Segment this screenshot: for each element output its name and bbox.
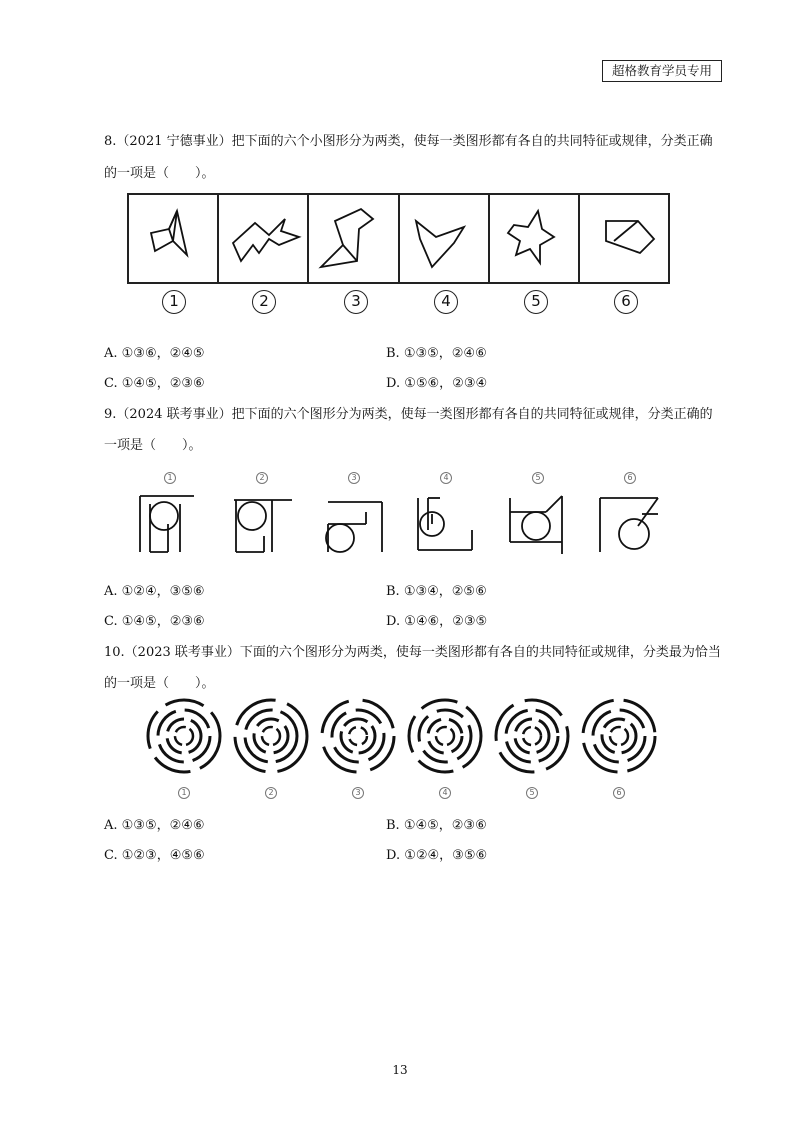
q10-label-2: 2: [265, 787, 277, 799]
q10-figure-3: [318, 696, 398, 776]
q9-option-b[interactable]: B. ①③④，②⑤⑥: [386, 584, 487, 599]
q8-figure-1: [129, 195, 219, 282]
q10-option-d[interactable]: D. ①②④，③⑤⑥: [386, 848, 488, 863]
q10-option-a[interactable]: A. ①③⑤，②④⑥: [104, 818, 205, 833]
q9-figure-3: [318, 490, 394, 558]
page-number: 13: [392, 1063, 408, 1077]
q8-option-c[interactable]: C. ①④⑤，②③⑥: [104, 376, 205, 391]
q10-stem-line1: 10.（2023 联考事业）下面的六个图形分为两类，使每一类图形都有各自的共同特征或规律，分类最为恰当: [104, 645, 721, 660]
student-only-tag: 超格教育学员专用: [602, 60, 722, 82]
q10-stem-line2: 的一项是（ ）。: [104, 676, 215, 691]
q9-label-5: 5: [532, 472, 544, 484]
q10-label-4: 4: [439, 787, 451, 799]
q9-stem-line1: 9.（2024 联考事业）把下面的六个图形分为两类，使每一类图形都有各自的共同特征或规律，分类正确的: [104, 407, 713, 422]
q9-figure-5: [502, 490, 578, 558]
q8-label-2: 2: [252, 290, 276, 314]
q8-figure-6: [580, 195, 668, 282]
q10-option-b[interactable]: B. ①④⑤，②③⑥: [386, 818, 487, 833]
q8-label-3: 3: [344, 290, 368, 314]
q8-figure-5: [490, 195, 580, 282]
q10-label-6: 6: [613, 787, 625, 799]
q8-figure-3: [309, 195, 399, 282]
q8-figure-2: [219, 195, 309, 282]
q10-figure-6: [579, 696, 659, 776]
q9-figure-6: [594, 490, 670, 558]
q10-figure-4: [405, 696, 485, 776]
q9-stem-line2: 一项是（ ）。: [104, 438, 202, 453]
q9-label-1: 1: [164, 472, 176, 484]
q10-figure-2: [231, 696, 311, 776]
q9-figure-1: [134, 490, 210, 558]
q10-label-1: 1: [178, 787, 190, 799]
q8-stem-line1: 8.（2021 宁德事业）把下面的六个小图形分为两类，使每一类图形都有各自的共同特征或规律，分类正确: [104, 134, 713, 149]
q9-option-c[interactable]: C. ①④⑤，②③⑥: [104, 614, 205, 629]
q8-option-d[interactable]: D. ①⑤⑥，②③④: [386, 376, 488, 391]
q8-label-1: 1: [162, 290, 186, 314]
q9-figure-2: [226, 490, 302, 558]
q10-figure-5: [492, 696, 572, 776]
q8-figure-4: [400, 195, 490, 282]
q8-label-4: 4: [434, 290, 458, 314]
q9-option-d[interactable]: D. ①④⑥，②③⑤: [386, 614, 488, 629]
q8-stem-line2: 的一项是（ ）。: [104, 166, 215, 181]
q9-option-a[interactable]: A. ①②④，③⑤⑥: [104, 584, 205, 599]
q8-figure-strip: [127, 193, 670, 284]
q8-label-6: 6: [614, 290, 638, 314]
q10-option-c[interactable]: C. ①②③，④⑤⑥: [104, 848, 205, 863]
q10-label-3: 3: [352, 787, 364, 799]
q8-option-a[interactable]: A. ①③⑥，②④⑤: [104, 346, 205, 361]
q9-label-6: 6: [624, 472, 636, 484]
q8-label-5: 5: [524, 290, 548, 314]
q9-label-4: 4: [440, 472, 452, 484]
q9-figure-4: [410, 490, 486, 558]
q10-label-5: 5: [526, 787, 538, 799]
q8-option-b[interactable]: B. ①③⑤，②④⑥: [386, 346, 487, 361]
q10-figure-1: [144, 696, 224, 776]
q9-label-2: 2: [256, 472, 268, 484]
q9-label-3: 3: [348, 472, 360, 484]
